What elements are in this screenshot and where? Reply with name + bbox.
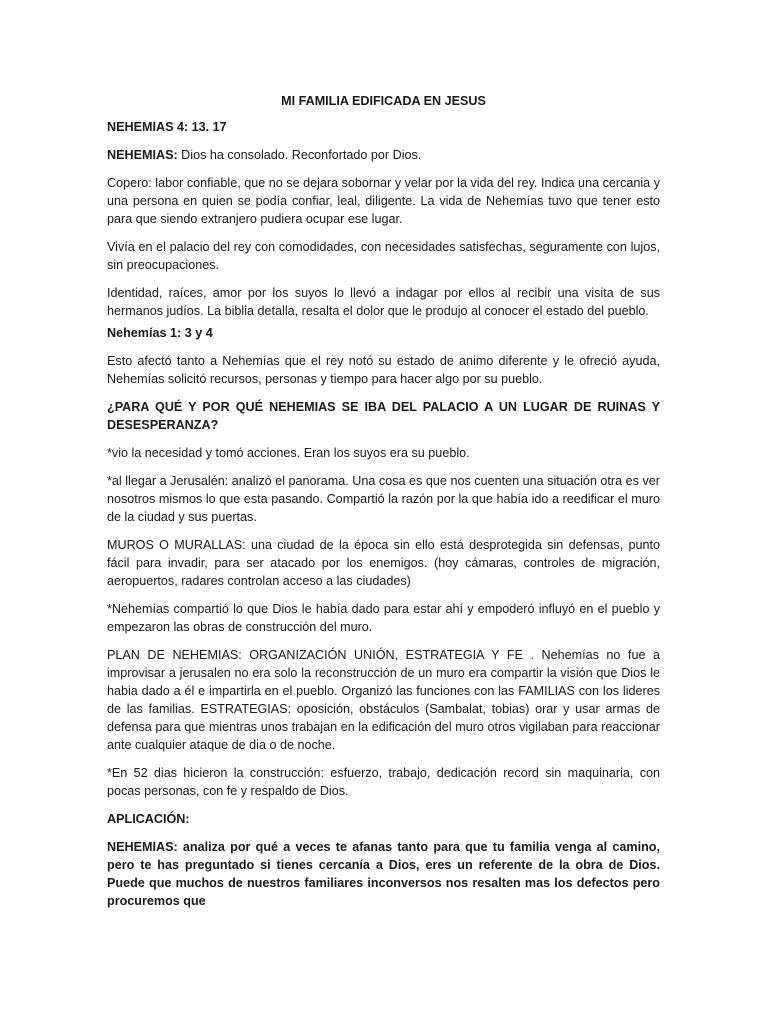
paragraph-need: *vio la necesidad y tomó acciones. Eran los suyos era su pueblo. — [107, 446, 470, 460]
paragraph-shared: *Nehemías compartió lo que Dios le había dado para estar ahí y empoderó influyó en el pueblo y empezaron las obras de construcción del muro. — [107, 602, 660, 634]
nehemias-label: NEHEMIAS: — [107, 148, 178, 162]
question-heading: ¿PARA QUÉ Y POR QUÉ NEHEMIAS SE IBA DEL PALACIO A UN LUGAR DE RUINAS Y DESESPERANZA? — [107, 400, 660, 432]
paragraph-copero: Copero: labor confiable, que no se dejara sobornar y velar por la vida del rey. Indica una cercania y una persona en quien se podía confiar, leal, diligente. La vida de Nehemías tuvo que tener esto para que siendo extranjero pudiera ocupar ese lugar. — [107, 176, 660, 226]
paragraph-king: Esto afectó tanto a Nehemías que el rey notó su estado de animo diferente y le ofreció ayuda, Nehemías solicitó recursos, personas y tiempo para hacer algo por su pueblo. — [107, 354, 660, 386]
paragraph-identity: Identidad, raíces, amor por los suyos lo llevó a indagar por ellos al recibir una visita de sus hermanos judíos. La biblia detalla, resalta el dolor que le produjo al conocer el estado del pueblo. — [107, 286, 660, 318]
nehemias-meaning: Dios ha consolado. Reconfortado por Dios. — [177, 148, 422, 162]
document-title: MI FAMILIA EDIFICADA EN JESUS — [281, 94, 486, 108]
paragraph-plan: PLAN DE NEHEMIAS: ORGANIZACIÓN UNIÓN, ESTRATEGIA Y FE . Nehemías no fue a improvisar a jerusalen no era solo la reconstrucción de un muro era compartir la visión que Dios le habia dado a él e impartirla en el pueblo. Organizó las funciones con las FAMILIAS con los lideres de las familias. ESTRATEGIAS: oposición, obstáculos (Sambalat, tobias) orar y usar armas de defensa para que mientras unos trabajan en la edificación del muro otros vigilaban para reaccionar ante cualquier ataque de dia o de noche. — [107, 648, 660, 752]
paragraph-application: NEHEMIAS: analiza por qué a veces te afanas tanto para que tu familia venga al camino, pero te has preguntado si tienes cercanía a Dios, eres un referente de la obra de Dios. Puede que muchos de nuestros familiares inconversos nos resalten mas los defectos pero procuremos que — [107, 840, 660, 908]
paragraph-52-days: *En 52 dias hicieron la construcción: esfuerzo, trabajo, dedicación record sin maquinaria, con pocas personas, con fe y respaldo de Dios. — [107, 766, 660, 798]
paragraph-identity-reference: Nehemías 1: 3 y 4 — [107, 326, 213, 340]
paragraph-walls: MUROS O MURALLAS: una ciudad de la época sin ello está desprotegida sin defensas, punto fácil para invadir, para ser atacado por los enemigos. (hoy cámaras, controles de migración, aeropuertos, radares controlan acceso a las ciudades) — [107, 538, 660, 588]
application-heading: APLICACIÓN: — [107, 812, 190, 826]
paragraph-palace: Vivía en el palacio del rey con comodidades, con necesidades satisfechas, seguramente con lujos, sin preocupaciones. — [107, 240, 660, 272]
document-page — [107, 92, 660, 920]
paragraph-jerusalem: *al llegar a Jerusalén: analizó el panorama. Una cosa es que nos cuenten una situación otra es ver nosotros mismos lo que esta pasando. Compartió la razón por la que había ido a reedificar el muro de la ciudad y sus puertas. — [107, 474, 660, 524]
scripture-reference: NEHEMIAS 4: 13. 17 — [107, 120, 227, 134]
paragraph-meaning — [107, 146, 660, 164]
